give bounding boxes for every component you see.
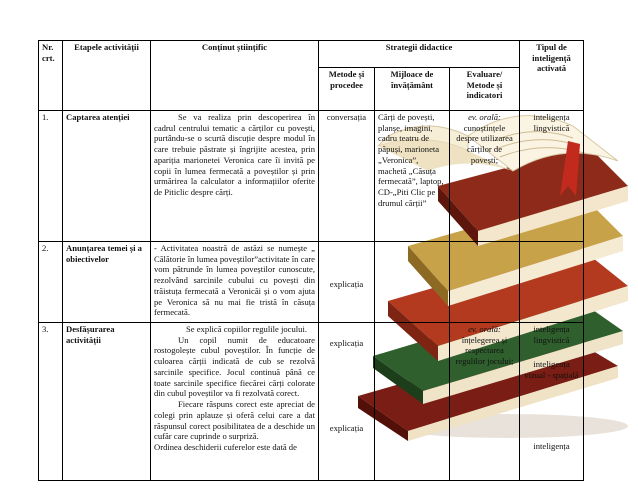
row-stage: Captarea atenției xyxy=(63,111,151,242)
row-evaluation xyxy=(450,242,520,323)
row-intelligence xyxy=(520,242,584,323)
row-methods: conversația xyxy=(319,111,375,242)
header-continut: Conținut științific xyxy=(151,41,319,111)
row-methods: explicația xyxy=(319,242,375,323)
row-number: 1. xyxy=(39,111,63,242)
table-row xyxy=(39,111,584,242)
lesson-plan-table xyxy=(38,40,584,481)
row-intelligence: inteligența lingvistică inteligența vizual - spațială inteligența xyxy=(520,323,584,481)
row-number: 2. xyxy=(39,242,63,323)
table-row xyxy=(39,242,584,323)
row-content: Se explică copiilor regulile jocului. Un copil numit de educatoare rostogolește cubul poveștilor. În funcție de culoarea cărții indicată de cub se rezolvă sarcinile specifice. Jocul continuă până ce toate sarcinile specifice fiecărei cărți colorate din cubul poveștilor va fi rezolvată corect. Fiecare răspuns corect este apreciat de colegi prin aplauze și oferă celui care a dat răspunsul corect posibilitatea de a deschide un cufăr care cuprinde o surpriză. Ordinea deschiderii cuferelor este dată de xyxy=(151,323,319,481)
row-number: 3. xyxy=(39,323,63,481)
row-means xyxy=(375,242,450,323)
header-evaluare: Evaluare/ Metode și indicatori xyxy=(450,68,520,111)
row-evaluation: ev. orală: înțelegerea și respectarea regulilor jocului; xyxy=(450,323,520,481)
header-etape: Etapele activității xyxy=(63,41,151,111)
header-strategii: Strategii didactice xyxy=(319,41,520,68)
table-row xyxy=(39,323,584,481)
header-metode: Metode și procedee xyxy=(319,68,375,111)
header-mijloace: Mijloace de învățământ xyxy=(375,68,450,111)
row-means: Cărți de povești, planșe, imagini, cadru teatru de păpuși, marioneta „Veronica”, machetă „Căsuța fermecată”, laptop, CD-„Piti Clic pe drumul cărții” xyxy=(375,111,450,242)
row-intelligence: inteligența lingvistică xyxy=(520,111,584,242)
row-evaluation: ev. orală: cunoștințele despre utilizarea cărților de povești; xyxy=(450,111,520,242)
row-stage: Anunțarea temei și a obiectivelor xyxy=(63,242,151,323)
row-content: - Activitatea noastră de astăzi se numește „ Călătorie în lumea poveștilor”activitate în care vom pătrunde în lumea poveștilor cunoscute, rezolvând sarcinile cubului cu povești din trăistuța fermecată a Veronicăi și o vom ajuta pe Veronica să nu mai fie tristă în căsuța fermecată. xyxy=(151,242,319,323)
row-stage: Desfășurarea activității xyxy=(63,323,151,481)
row-methods: explicația explicația xyxy=(319,323,375,481)
row-means xyxy=(375,323,450,481)
row-content: Se va realiza prin descoperirea în cadrul centrului tematic a cărților cu povești, purtându-se o scurtă discuție despre modul în care trebuie păstrate și îngrijite acestea, prin apariția marionetei Veronica care îi invită pe copii în lumea fermecată a poveștilor și prin urmărirea la calculator a informațiilor oferite de Piticlic despre cărți. xyxy=(151,111,319,242)
header-tipul: Tipul de inteligență activată xyxy=(520,41,584,111)
header-nr: Nr. crt. xyxy=(39,41,63,111)
